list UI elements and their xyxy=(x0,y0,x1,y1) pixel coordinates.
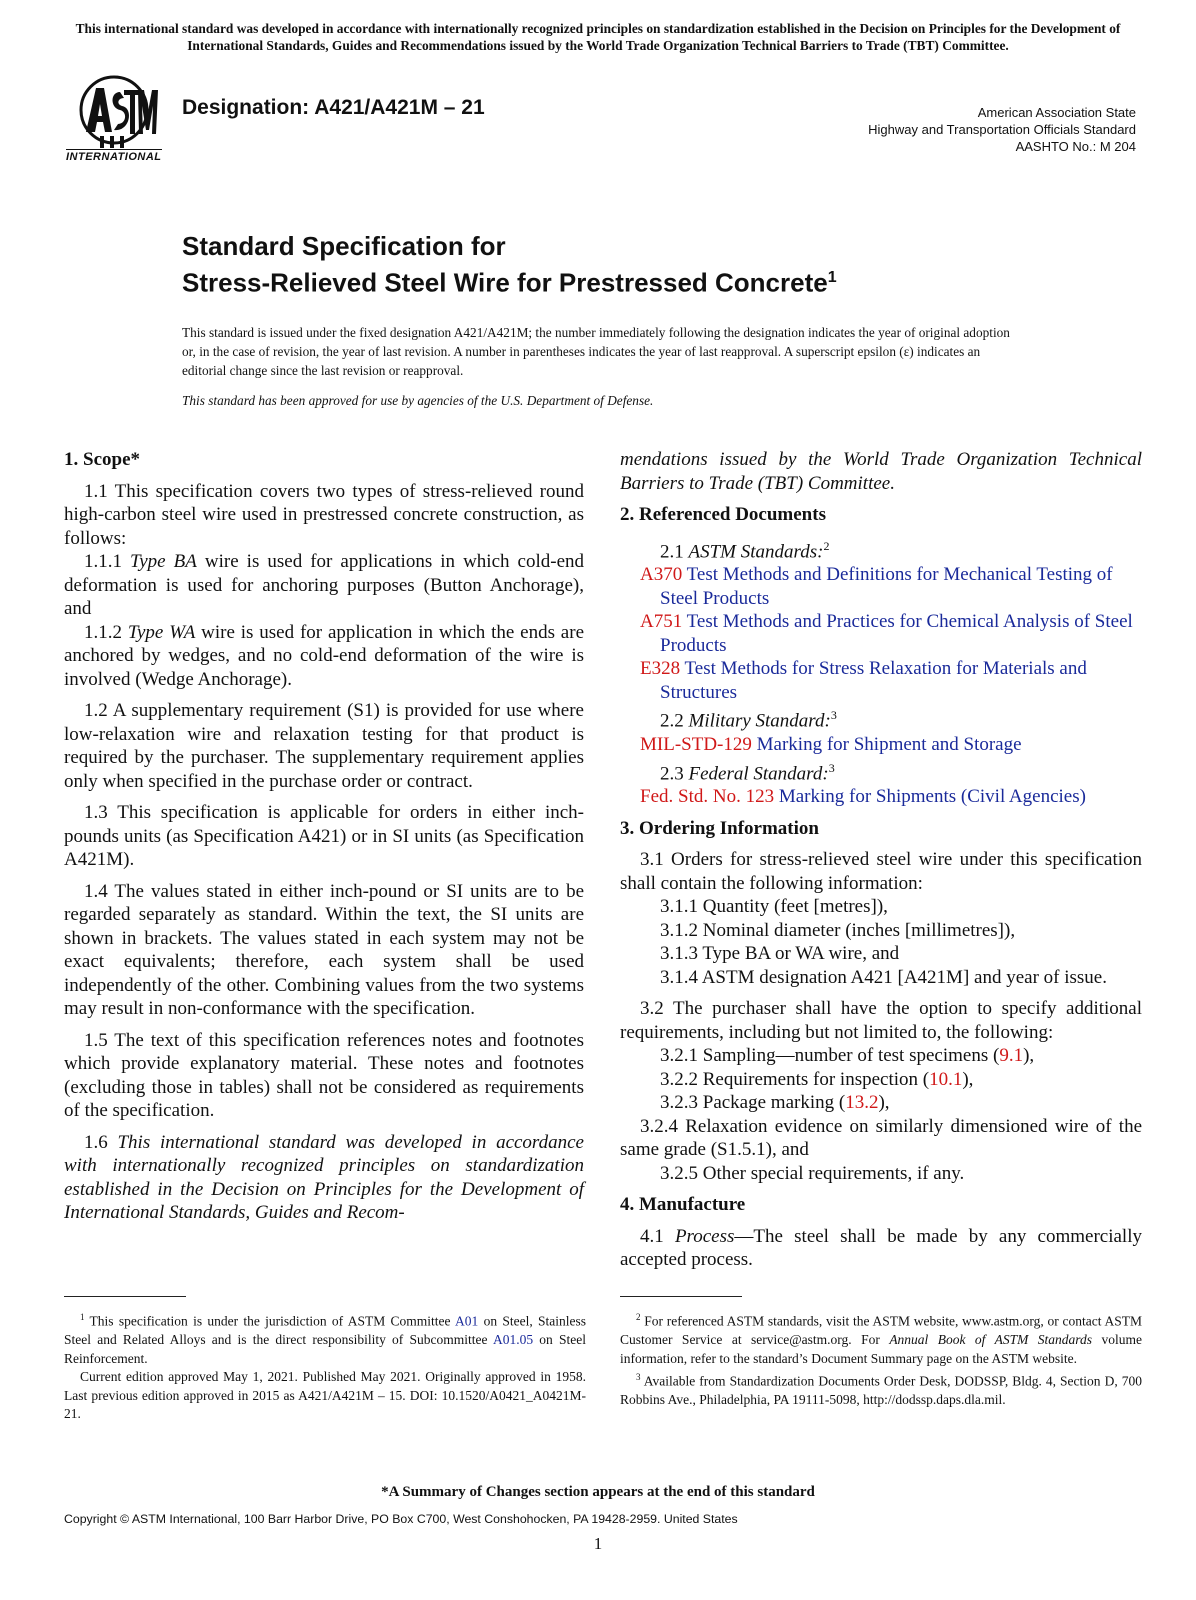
ref-mil-std-129-link[interactable]: MIL-STD-129 xyxy=(640,734,752,756)
para-3-1-3: 3.1.3 Type BA or WA wire, and xyxy=(660,943,900,965)
scope-heading: 1. Scope* xyxy=(64,449,140,470)
ref-fed-std-123-link[interactable]: Fed. Std. No. 123 xyxy=(640,786,775,808)
aashto-line3: AASHTO No.: M 204 xyxy=(1015,139,1136,154)
ref-a370-title[interactable]: Test Methods and Definitions for Mechanical Testing of Steel Products xyxy=(660,564,1113,609)
title-line1: Standard Specification for xyxy=(182,231,506,261)
summary-of-changes-note: *A Summary of Changes section appears at the end of this standard xyxy=(381,1484,815,1500)
para-1-5: 1.5 The text of this specification references notes and footnotes which provide explanatory material. These notes and footnotes (excluding those in tables) shall not be considered as requirements of the specification. xyxy=(64,1029,584,1121)
para-1-1-1: 1.1.1 Type BA wire is used for applications in which cold-end deformation is used for anchoring purposes (Button Anchorage), and xyxy=(64,551,585,619)
para-3-1-2: 3.1.2 Nominal diameter (inches [millimetres]), xyxy=(660,919,1016,941)
para-1-6-continued: mendations issued by the World Trade Organization Technical Barriers to Trade (TBT) Committee. xyxy=(620,449,1142,494)
top-notice: This international standard was developed in accordance with internationally recognized principles on standardization established in the Decision on Principles for the Development of International Standards, Guides and Recommendations issued by the World Trade Organization Technical Barriers to Trade (TBT) Committee. xyxy=(75,21,1121,53)
ref-e328-title[interactable]: Test Methods for Stress Relaxation for Materials and Structures xyxy=(660,658,1087,703)
copyright: Copyright © ASTM International, 100 Barr Harbor Drive, PO Box C700, West Conshohocken, PA 19428-2959. United States xyxy=(64,1512,738,1526)
title-footnote-mark: 1 xyxy=(827,269,837,286)
ref-a751-link[interactable]: A751 xyxy=(640,611,683,633)
title-line2: Stress-Relieved Steel Wire for Prestressed Concrete xyxy=(182,267,828,298)
committee-a01-link[interactable]: A01 xyxy=(455,1313,479,1329)
para-1-4: 1.4 The values stated in either inch-pound or SI units are to be regarded separately as standard. Within the text, the SI units are shown in brackets. The values stated in each system may not be exact equivalents; therefore, each system shall be used independently of the other. Combining values from the two systems may result in non-conformance with the specification. xyxy=(64,880,584,1019)
subcommittee-a01-05-link[interactable]: A01.05 xyxy=(492,1332,534,1347)
astm-logo xyxy=(64,72,168,166)
manufacture-heading: 4. Manufacture xyxy=(620,1194,746,1216)
para-3-2-3: 3.2.3 Package marking (13.2), xyxy=(660,1092,890,1114)
ref-e328 xyxy=(620,657,1142,704)
para-3-2-1: 3.2.1 Sampling—number of test specimens (9.1), xyxy=(660,1045,1035,1067)
footnote-2: $^2$ For referenced ASTM standards, visit the ASTM website, www.astm.org, or contact ASTM Customer Service at service@astm.org. For Annual Book of ASTM Standards volume information, refer to the standard’s Document Summary page on the ASTM website. xyxy=(620,1312,1142,1366)
para-1-6: 1.6 This international standard was developed in accordance with internationally recognized principles on standardization established in the Decision on Principles for the Development of International Standards, Guides and Recom- xyxy=(64,1131,584,1223)
aashto-line1: American Association State xyxy=(977,105,1136,120)
para-1-3: 1.3 This specification is applicable for orders in either inch-pounds units (as Specification A421) or in SI units (as Specification A421M). xyxy=(64,802,584,870)
section-9-1-link[interactable]: 9.1 xyxy=(999,1045,1024,1067)
ref-mil-std-129-title[interactable]: Marking for Shipment and Storage xyxy=(756,734,1022,756)
para-1-1-2: 1.1.2 Type WA wire is used for application in which the ends are anchored by wedges, and no cold-end deformation of the wire is involved (Wedge Anchorage). xyxy=(64,621,585,690)
footnote-rule-right xyxy=(620,1296,742,1297)
page-number: 1 xyxy=(593,1534,603,1553)
ref-a370-link[interactable]: A370 xyxy=(640,564,683,586)
para-1-1: 1.1 This specification covers two types of stress-relieved round high-carbon steel wire used in prestressed concrete construction, as follows: xyxy=(64,480,584,549)
ref-a370 xyxy=(620,563,1142,610)
para-3-1: 3.1 Orders for stress-relieved steel wire under this specification shall contain the following information: xyxy=(620,849,1142,894)
section-10-1-link[interactable]: 10.1 xyxy=(929,1068,963,1090)
ref-mil-std-129 xyxy=(620,733,1142,757)
right-column xyxy=(620,448,1142,1280)
ref-fed-std-123-title[interactable]: Marking for Shipments (Civil Agencies) xyxy=(778,786,1086,808)
footnote-1: $^1$ This specification is under the jurisdiction of ASTM Committee A01 on Steel, Stainless Steel and Related Alloys and is the direct responsibility of Subcommittee A01.05 on Steel Reinforcement. Current edition approved May 1, 2021. Published May 2021. Originally approved in 1958. Last previous edition approved in 2015 as A421/A421M – 15. DOI: 10.1520/A0421_A0421M-21. xyxy=(64,1308,586,1424)
para-3-1-4: 3.1.4 ASTM designation A421 [A421M] and year of issue. xyxy=(660,966,1107,988)
left-column xyxy=(64,448,584,1233)
footnotes-2-3 xyxy=(620,1308,1142,1410)
aashto-standard xyxy=(868,104,1136,155)
ref-a751-title[interactable]: Test Methods and Practices for Chemical Analysis of Steel Products xyxy=(660,611,1133,656)
para-2-3: 2.3 Federal Standard:$^3$ xyxy=(660,760,835,784)
ref-a751 xyxy=(620,610,1142,657)
ordering-information-heading: 3. Ordering Information xyxy=(620,817,819,839)
para-3-2: 3.2 The purchaser shall have the option to specify additional requirements, including but not limited to, the following: xyxy=(620,998,1142,1043)
footnote-1-edition: Current edition approved May 1, 2021. Published May 2021. Originally approved in 1958. Last previous edition approved in 2015 as A421/A421M – 15. DOI: 10.1520/A0421_A0421M-21. xyxy=(64,1369,586,1421)
issue-note: This standard is issued under the fixed designation A421/A421M; the number immediately following the designation indicates the year of original adoption or, in the case of revision, the year of last revision. A number in parentheses indicates the year of last reapproval. A superscript epsilon (ε) indicates an editorial change since the last revision or reapproval. xyxy=(182,325,1010,378)
para-3-1-1: 3.1.1 Quantity (feet [metres]), xyxy=(660,896,888,918)
ref-fed-std-123 xyxy=(620,785,1142,809)
document-title xyxy=(182,230,837,299)
dod-approval-note: This standard has been approved for use by agencies of the U.S. Department of Defense. xyxy=(182,393,654,408)
para-1-2: 1.2 A supplementary requirement (S1) is provided for use where low-relaxation wire and relaxation testing for that product is required by the purchaser. The supplementary requirement applies only when specified in the purchase order or contract. xyxy=(64,700,584,792)
ref-e328-link[interactable]: E328 xyxy=(640,658,681,680)
footnote-rule-left xyxy=(64,1296,186,1297)
para-3-2-4: 3.2.4 Relaxation evidence on similarly dimensioned wire of the same grade (S1.5.1), and xyxy=(620,1115,1142,1161)
para-2-2: 2.2 Military Standard:$^3$ xyxy=(660,708,837,732)
para-2-1: 2.1 ASTM Standards:$^2$ xyxy=(660,538,830,562)
section-13-2-link[interactable]: 13.2 xyxy=(845,1092,879,1114)
aashto-line2: Highway and Transportation Officials Standard xyxy=(868,122,1136,137)
designation: Designation: A421/A421M – 21 xyxy=(182,96,485,119)
para-3-2-5: 3.2.5 Other special requirements, if any. xyxy=(660,1162,965,1184)
para-3-2-2: 3.2.2 Requirements for inspection (10.1), xyxy=(660,1068,974,1090)
para-4-1: 4.1 Process—The steel shall be made by any commercially accepted process. xyxy=(620,1225,1142,1271)
footnote-3: $^3$ Available from Standardization Documents Order Desk, DODSSP, Bldg. 4, Section D, 700 Robbins Ave., Philadelphia, PA 19111-5098, http://dodssp.daps.dla.mil. xyxy=(620,1372,1142,1407)
logo-text: INTERNATIONAL xyxy=(66,151,162,163)
referenced-documents-heading: 2. Referenced Documents xyxy=(620,504,826,525)
